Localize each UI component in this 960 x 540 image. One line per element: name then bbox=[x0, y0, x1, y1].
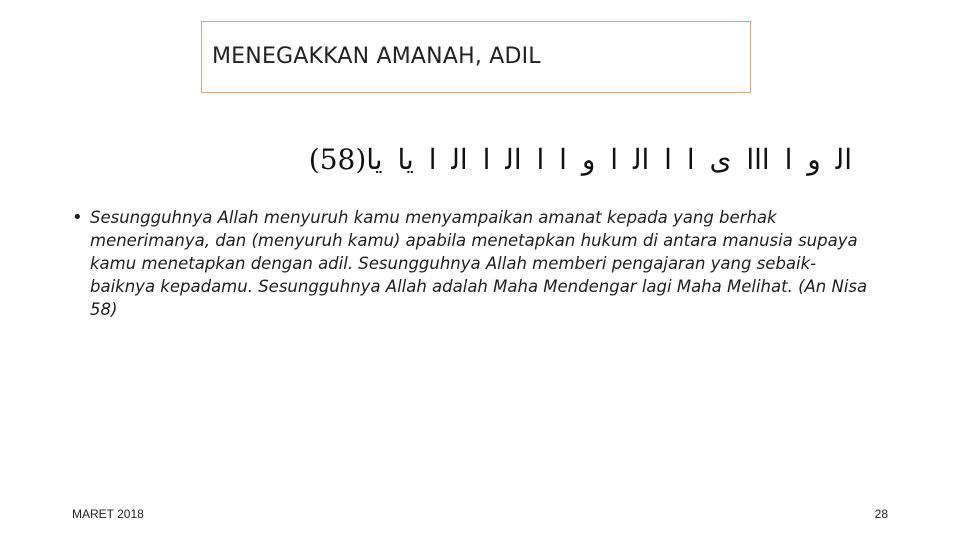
slide-title: MENEGAKKAN AMANAH, ADIL bbox=[212, 44, 541, 69]
arabic-verse-line bbox=[262, 138, 852, 182]
title-box bbox=[201, 21, 751, 93]
footer-date: MARET 2018 bbox=[72, 507, 144, 521]
bullet-icon: • bbox=[72, 207, 83, 228]
translation-text: Sesungguhnya Allah menyuruh kamu menyampaikan amanat kepada yang berhak menerimanya, dan (menyuruh kamu) apabila menetapkan hukum di antara manusia supaya kamu menetapkan dengan adil. Sesungguhnya Allah memberi pengajaran yang sebaik-baiknya kepadamu. Sesungguhnya Allah adalah Maha Mendengar lagi Maha Melihat. (An Nisa 58) bbox=[90, 208, 868, 319]
footer-page-number: 28 bbox=[874, 507, 888, 521]
arabic-verse: ﺍﻟ ﻭ ﺍ ﺍﺍﺍ ﻯ ﺍ ﺍ ﺍﻟ ﺍ ﻭ ﺍ ﺍ ﺍﻟ ﺍ ﺍﻟ ﺍ ﻳﺎ ﻳﺎ(58) bbox=[308, 143, 852, 176]
